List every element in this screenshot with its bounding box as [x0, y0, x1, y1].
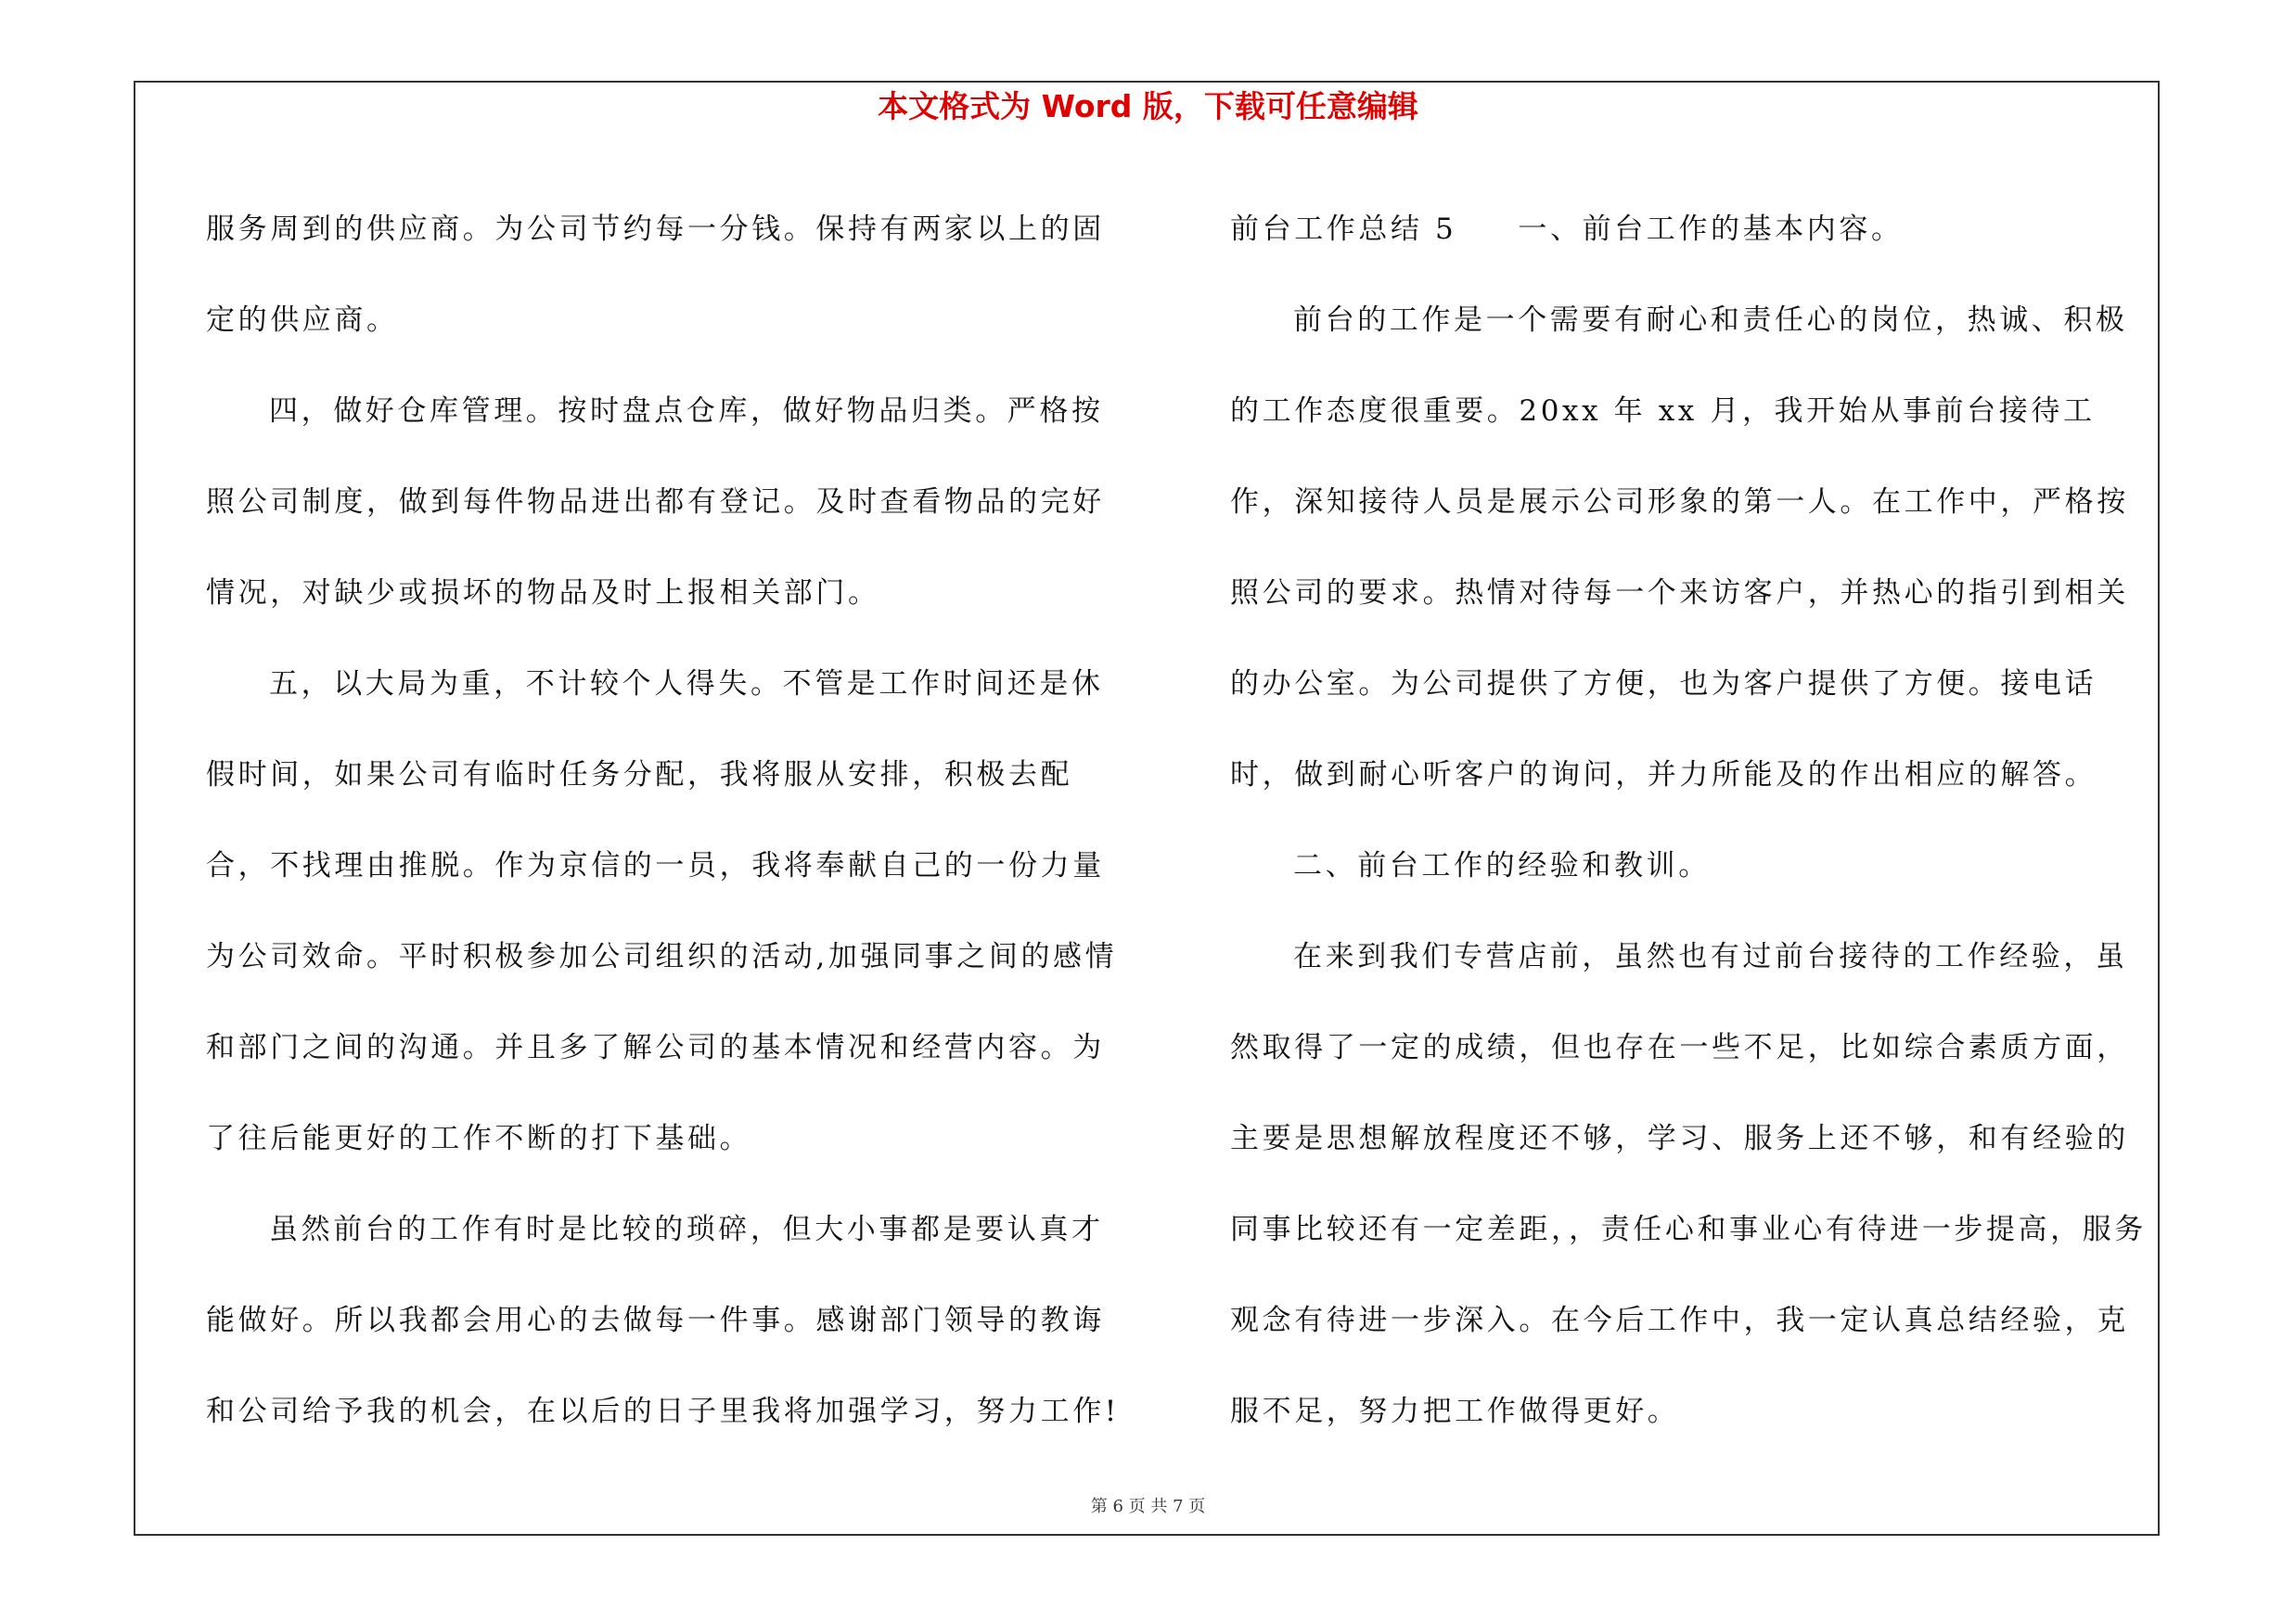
summary-title: 前台工作总结 5: [1230, 213, 1457, 246]
left-column: [206, 184, 1124, 1457]
left-paragraph-4: 虽然前台的工作有时是比较的琐碎，但大小事都是要认真才能做好。所以我都会用心的去做每一件事。感谢部门领导的教诲和公司给予我的机会，在以后的日子里我将加强学习，努力工作!: [206, 1213, 1120, 1428]
section-2-heading: 二、前台工作的经验和教训。: [1293, 849, 1711, 882]
left-paragraph-2: 四，做好仓库管理。按时盘点仓库，做好物品归类。严格按照公司制度，做到每件物品进出都有登记。及时查看物品的完好情况，对缺少或损坏的物品及时上报相关部门。: [206, 394, 1105, 610]
left-paragraph-3: 五，以大局为重，不计较个人得失。不管是工作时间还是休假时间，如果公司有临时任务分配，我将服从安排，积极去配合，不找理由推脱。作为京信的一员，我将奉献自己的一份力量为公司效命。平时积极参加公司组织的活动,加强同事之间的感情和部门之间的沟通。并且多了解公司的基本情况和经营内容。为了往后能更好的工作不断的打下基础。: [206, 667, 1118, 1155]
section-1-heading: 一、前台工作的基本内容。: [1518, 213, 1904, 246]
right-paragraph-1: 前台的工作是一个需要有耐心和责任心的岗位，热诚、积极的工作态度很重要。20xx 年 xx 月，我开始从事前台接待工作，深知接待人员是展示公司形象的第一人。在工作中，严格按照公司的要求。热情对待每一个来访客户，并热心的指引到相关的办公室。为公司提供了方便，也为客户提供了方便。接电话时，做到耐心听客户的询问，并力所能及的作出相应的解答。: [1230, 303, 2129, 792]
right-column: [1230, 184, 2148, 1457]
right-paragraph-2: 在来到我们专营店前，虽然也有过前台接待的工作经验，虽然取得了一定的成绩，但也存在一些不足，比如综合素质方面，主要是思想解放程度还不够，学习、服务上还不够，和有经验的同事比较还有一定差距，，责任心和事业心有待进一步提高，服务观念有待进一步深入。在今后工作中，我一定认真总结经验，克服不足，努力把工作做得更好。: [1230, 940, 2147, 1428]
format-banner: 本文格式为 Word 版，下载可任意编辑: [878, 88, 1418, 124]
summary-title-line: [1230, 184, 2148, 275]
page-number: 第 6 页 共 7 页: [1090, 1497, 1206, 1516]
left-paragraph-1: 服务周到的供应商。为公司节约每一分钱。保持有两家以上的固定的供应商。: [206, 213, 1105, 337]
